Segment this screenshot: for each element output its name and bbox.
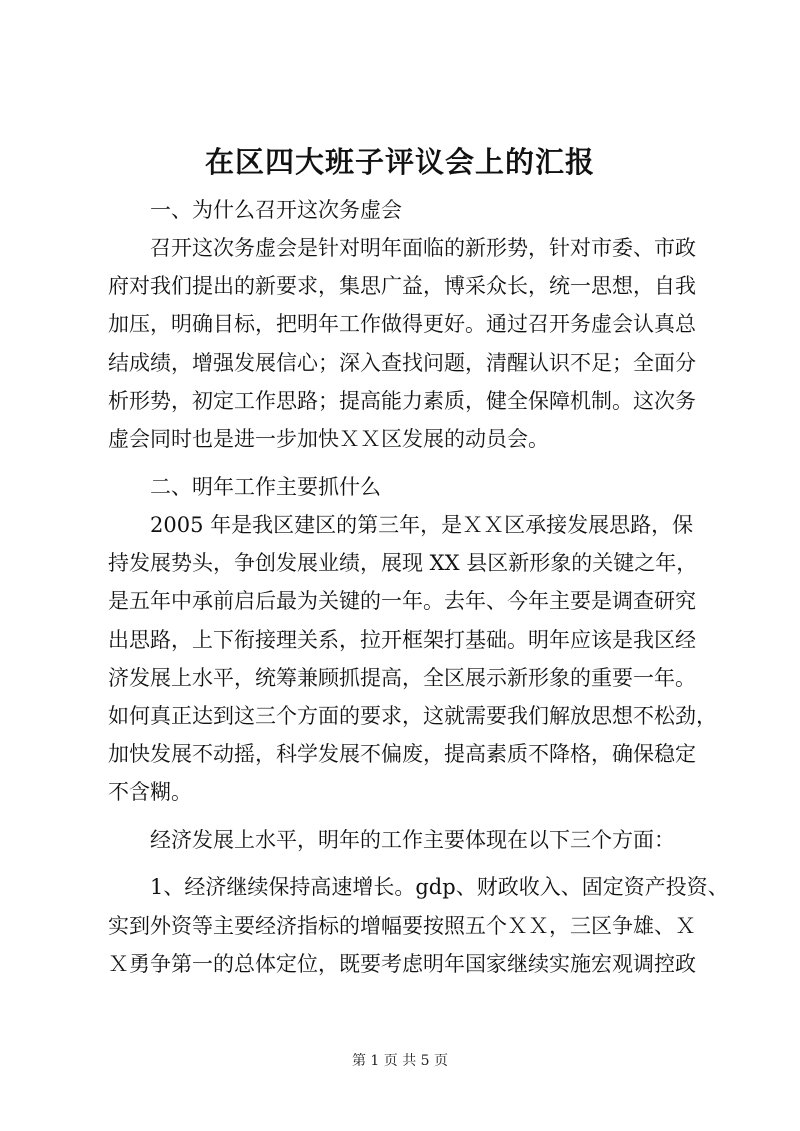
paragraph-line: 济发展上水平，统筹兼顾抓提高，全区展示新形象的重要一年。 — [108, 666, 696, 690]
paragraph-line: 召开这次务虚会是针对明年面临的新形势，针对市委、市政 — [150, 236, 696, 260]
paragraph-line: 出思路，上下衔接理关系，拉开框架打基础。明年应该是我区经 — [108, 628, 696, 652]
paragraph-line: 不含糊。 — [108, 780, 192, 804]
paragraph-line: Ｘ勇争第一的总体定位，既要考虑明年国家继续实施宏观调控政 — [108, 952, 696, 976]
paragraph-line: 持发展势头，争创发展业绩，展现 XX 县区新形象的关键之年， — [108, 551, 698, 575]
paragraph-line: 1、经济继续保持高速增长。gdp、财政收入、固定资产投资、 — [150, 875, 729, 899]
paragraph-line: 加压，明确目标，把明年工作做得更好。通过召开务虚会认真总 — [108, 312, 696, 336]
document-title: 在区四大班子评议会上的汇报 — [204, 145, 595, 179]
paragraph-line: 加快发展不动摇，科学发展不偏废，提高素质不降格，确保稳定 — [108, 742, 696, 766]
section-heading-1: 一、为什么召开这次务虚会 — [150, 198, 402, 222]
paragraph-line: 如何真正达到这三个方面的要求，这就需要我们解放思想不松劲， — [108, 704, 717, 728]
paragraph-line: 实到外资等主要经济指标的增幅要按照五个ＸＸ，三区争雄、Ｘ — [108, 914, 696, 938]
paragraph-line: 府对我们提出的新要求，集思广益，博采众长，统一思想，自我 — [108, 274, 696, 298]
paragraph-line: 虚会同时也是进一步加快ＸＸ区发展的动员会。 — [108, 427, 549, 451]
page-number-footer: 第 1 页 共 5 页 — [351, 1053, 449, 1069]
paragraph-line: 析形势，初定工作思路；提高能力素质，健全保障机制。这次务 — [108, 389, 696, 413]
section-heading-2: 二、明年工作主要抓什么 — [150, 475, 381, 499]
paragraph-line: 经济发展上水平，明年的工作主要体现在以下三个方面： — [150, 828, 675, 852]
paragraph-line: 是五年中承前启后最为关键的一年。去年、今年主要是调查研究 — [108, 589, 696, 613]
paragraph-line: 结成绩，增强发展信心；深入查找问题，清醒认识不足；全面分 — [108, 351, 696, 375]
paragraph-line: 2005 年是我区建区的第三年，是ＸＸ区承接发展思路，保 — [150, 513, 694, 537]
